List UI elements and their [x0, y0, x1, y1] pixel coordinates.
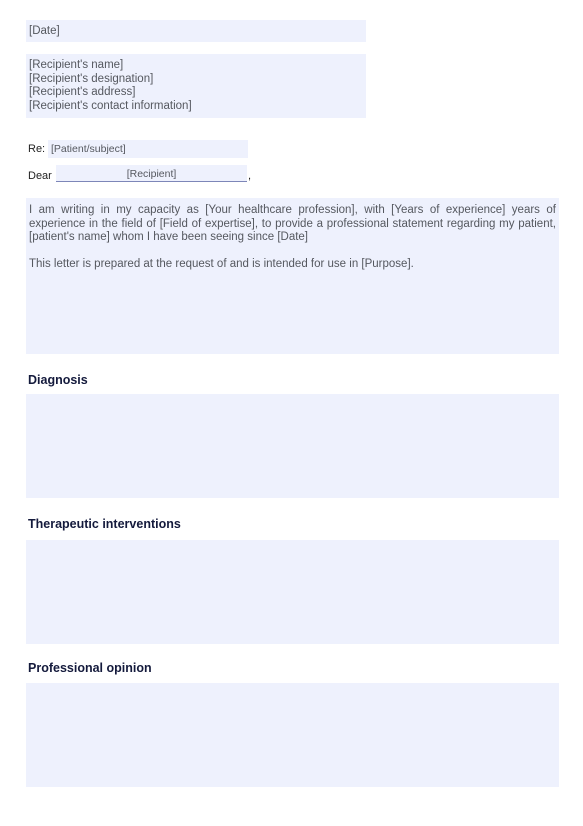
re-subject-field[interactable]	[48, 140, 248, 158]
recipient-designation: [Recipient's designation]	[29, 72, 154, 85]
professional-opinion-heading: Professional opinion	[28, 661, 152, 675]
recipient-address: [Recipient's address]	[29, 86, 136, 98]
body-paragraph-intro: I am writing in my capacity as [Your healthcare profession], with [Years of experience] years of experience in the field of [Field of expertise], to provide a professional statement regarding my patient, [patient's name] whom I have been seeing since [Date]	[29, 204, 556, 243]
date-placeholder: [Date]	[29, 25, 60, 37]
salutation-label: Dear	[28, 170, 52, 182]
diagnosis-heading: Diagnosis	[28, 373, 88, 387]
recipient-contact: [Recipient's contact information]	[29, 99, 192, 112]
salutation-recipient-field[interactable]	[56, 165, 247, 182]
recipient-name: [Recipient's name]	[29, 59, 124, 71]
therapeutic-interventions-heading: Therapeutic interventions	[28, 517, 181, 531]
date-field[interactable]	[26, 20, 366, 42]
diagnosis-field[interactable]	[26, 394, 559, 498]
salutation-recipient-placeholder: [Recipient]	[126, 168, 177, 180]
professional-opinion-field[interactable]	[26, 683, 559, 787]
re-subject-placeholder: [Patient/subject]	[51, 143, 126, 155]
salutation-comma: ,	[248, 170, 252, 182]
body-paragraph-purpose: This letter is prepared at the request of and is intended for use in [Purpose].	[29, 258, 414, 270]
recipient-details-field[interactable]	[26, 54, 366, 118]
re-label: Re:	[28, 143, 46, 155]
therapeutic-interventions-field[interactable]	[26, 540, 559, 644]
letter-body-field[interactable]	[26, 198, 559, 354]
